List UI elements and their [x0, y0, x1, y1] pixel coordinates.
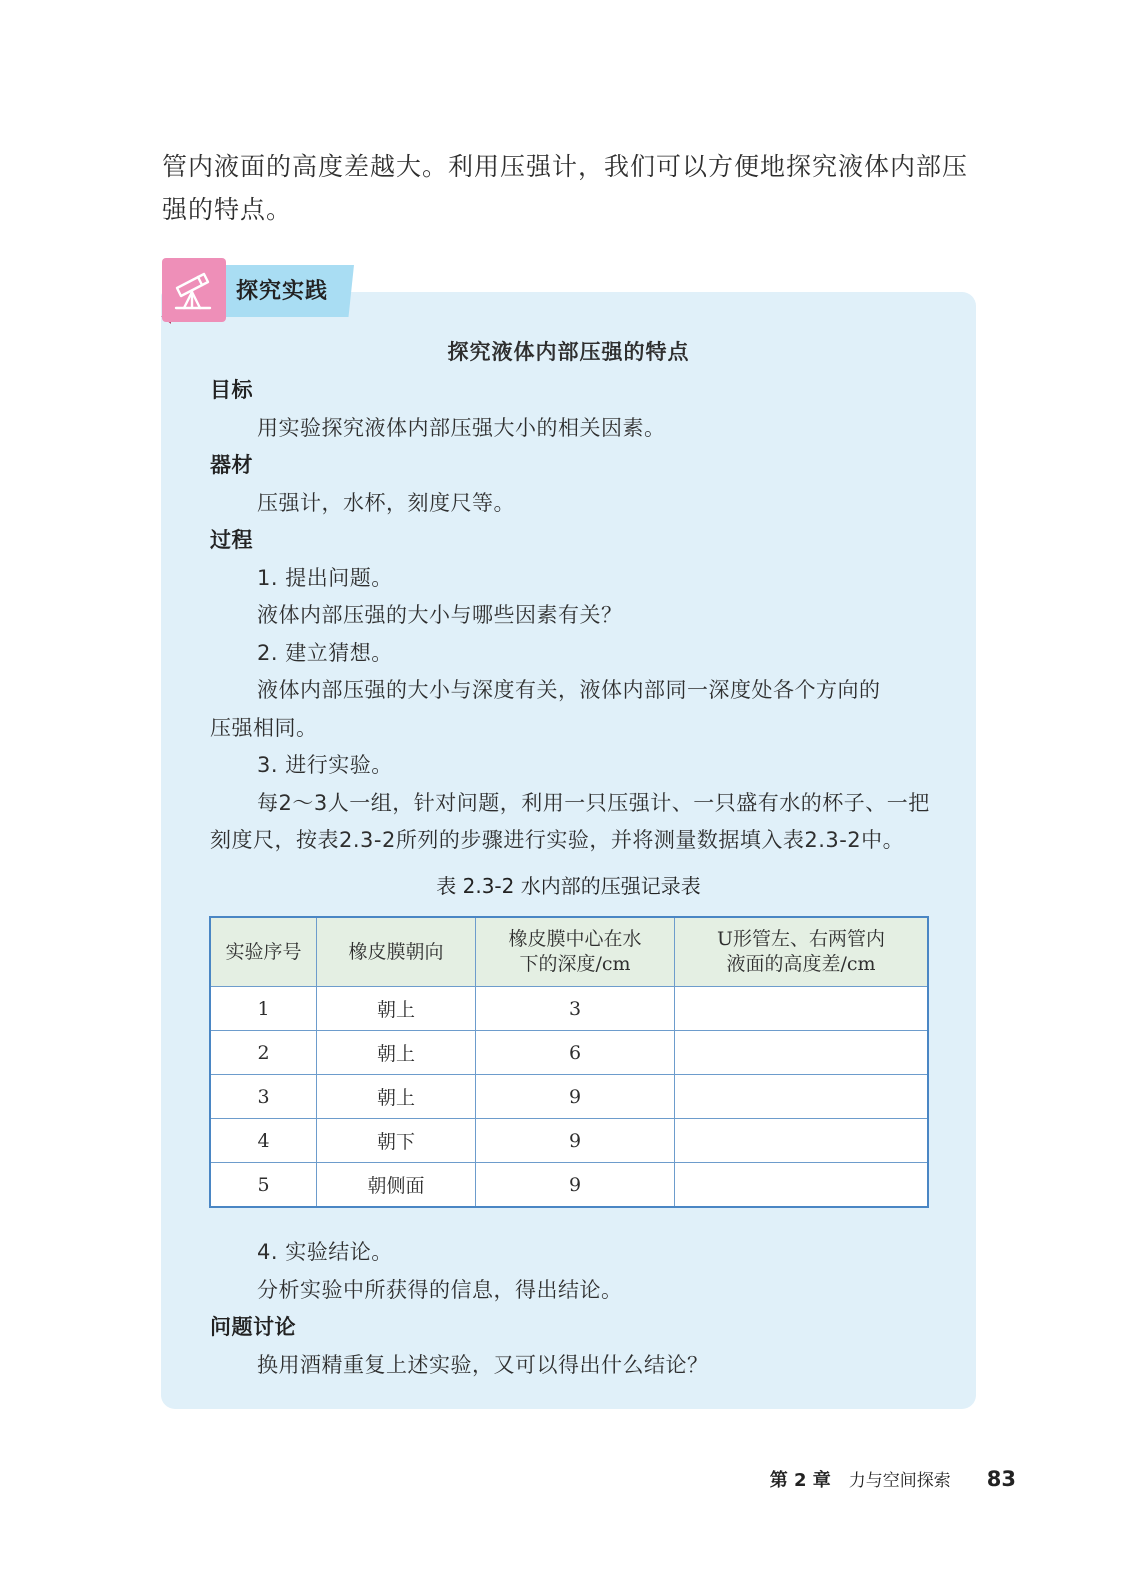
step-4-text: 分析实验中所获得的信息，得出结论。 [257, 1278, 623, 1302]
table-cell: 1 [210, 987, 317, 1031]
step-2-title: 2. 建立猜想。 [257, 641, 393, 665]
table-cell: 朝上 [317, 1031, 476, 1075]
telescope-icon-graphic [172, 268, 216, 312]
header-line: 橡皮膜中心在水 [508, 928, 642, 950]
section-tag-label: 探究实践 [236, 279, 329, 304]
step-2-text-line-2: 压强相同。 [210, 716, 318, 740]
table-cell [675, 1075, 929, 1119]
table-cell: 9 [476, 1075, 675, 1119]
step-4-title: 4. 实验结论。 [257, 1240, 393, 1264]
table-cell: 4 [210, 1119, 317, 1163]
step-3-text-line-2: 刻度尺，按表2.3-2所列的步骤进行实验，并将测量数据填入表2.3-2中。 [210, 828, 905, 852]
step-3-text-line-1: 每2～3人一组，针对问题，利用一只压强计、一只盛有水的杯子、一把 [257, 791, 930, 815]
footer-chapter-title: 力与空间探索 [848, 1471, 951, 1491]
discussion-text: 换用酒精重复上述实验，又可以得出什么结论？ [257, 1353, 709, 1377]
process-heading: 过程 [210, 528, 253, 552]
header-line: 液面的高度差/cm [726, 953, 876, 975]
page-number: 83 [986, 1467, 1016, 1491]
telescope-icon [162, 258, 226, 322]
table-cell: 朝侧面 [317, 1163, 476, 1208]
header-line: U形管左、右两管内 [716, 928, 885, 950]
box-title: 探究液体内部压强的特点 [447, 339, 690, 364]
page-footer [770, 1466, 1016, 1492]
header-cell [317, 917, 476, 987]
table-cell: 朝下 [317, 1119, 476, 1163]
footer-chapter: 第 2 章 [769, 1470, 831, 1491]
header-cell [210, 917, 317, 987]
table-header-row [210, 917, 928, 987]
table-row [210, 987, 928, 1031]
table-row [210, 1119, 928, 1163]
header-line: 橡皮膜朝向 [348, 940, 444, 963]
pressure-record-table [209, 916, 929, 1208]
step-3-title: 3. 进行实验。 [257, 753, 393, 777]
table-cell: 朝上 [317, 1075, 476, 1119]
table-cell [675, 987, 929, 1031]
table-cell: 3 [476, 987, 675, 1031]
step-1-title: 1. 提出问题。 [257, 566, 393, 590]
table-cell: 2 [210, 1031, 317, 1075]
goal-heading: 目标 [210, 378, 253, 402]
table-row [210, 1075, 928, 1119]
table-cell [675, 1031, 929, 1075]
inquiry-practice-box [161, 292, 976, 1409]
table-row [210, 1031, 928, 1075]
step-2-text-line-1: 液体内部压强的大小与深度有关，液体内部同一深度处各个方向的 [257, 678, 881, 702]
table-cell [675, 1163, 929, 1208]
table-cell: 9 [476, 1163, 675, 1208]
header-cell [476, 917, 675, 987]
header-cell [675, 917, 929, 987]
table-cell [675, 1119, 929, 1163]
materials-heading: 器材 [210, 453, 253, 477]
materials-text: 压强计，水杯，刻度尺等。 [257, 491, 515, 515]
table-cell: 5 [210, 1163, 317, 1208]
intro-paragraph: 管内液面的高度差越大。利用压强计，我们可以方便地探究液体内部压强的特点。 [162, 152, 969, 224]
step-1-text: 液体内部压强的大小与哪些因素有关？ [257, 603, 623, 627]
header-line: 实验序号 [225, 940, 302, 963]
table-cell: 朝上 [317, 987, 476, 1031]
table-cell: 9 [476, 1119, 675, 1163]
table-caption: 表 2.3-2 水内部的压强记录表 [436, 874, 701, 898]
table-row [210, 1163, 928, 1208]
discussion-heading: 问题讨论 [210, 1315, 296, 1339]
goal-text: 用实验探究液体内部压强大小的相关因素。 [257, 416, 666, 440]
table-cell: 6 [476, 1031, 675, 1075]
header-line: 下的深度/cm [519, 953, 631, 975]
table-cell: 3 [210, 1075, 317, 1119]
